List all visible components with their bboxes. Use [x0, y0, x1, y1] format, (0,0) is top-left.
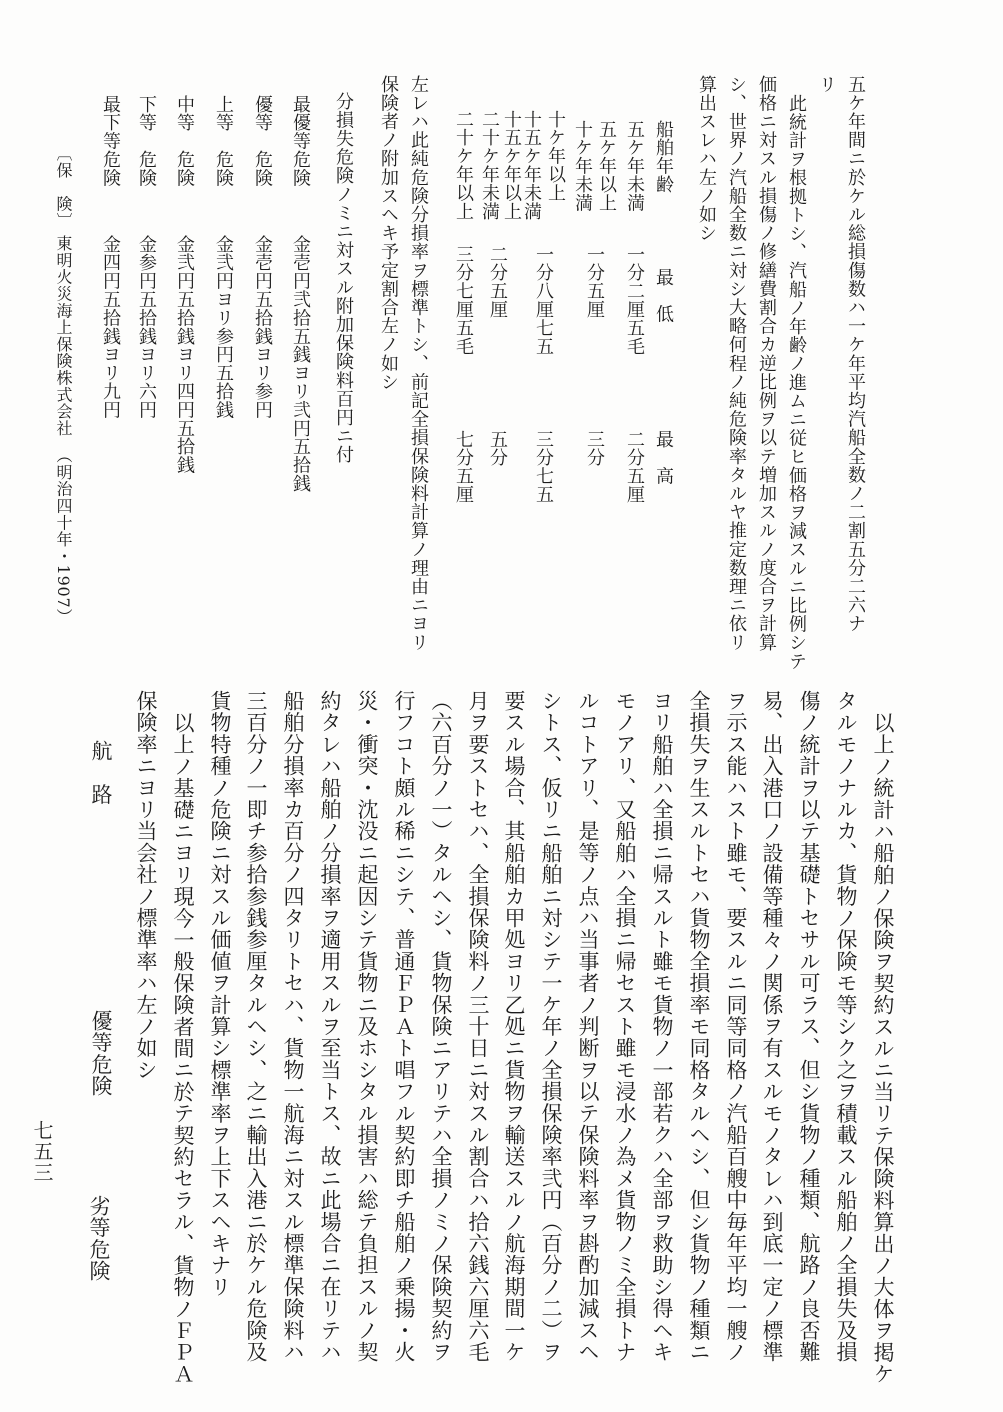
body-line: 行フコト頗ル稀ニシテ、普通ＦＰＡト唱フル契約即チ船舶ノ乗揚・火	[392, 690, 416, 1363]
minimum-rate-cell: 一分五厘	[584, 245, 605, 319]
source-company: 東明火災海上保険株式会社	[54, 235, 73, 437]
ship-age-cell: 二十ケ年未満	[479, 110, 500, 221]
body-line: 災・衝突・沈没ニ起因シテ貨物ニ及ホシタル損害ハ総テ負担スルノ契	[355, 690, 379, 1363]
body-line: タルモノナルカ、貨物ノ保険モ等シク之ヲ積載スル船舶ノ全損失及損	[834, 690, 858, 1363]
intro-line: 五ケ年間ニ於ケル総損傷数ハ一ケ年平均汽船全数ノ二割五分二六ナ	[845, 75, 866, 633]
body-line: 三百分ノ一即チ参拾参銭参厘タルヘシ、之ニ輸出入港ニ於ケル危険及	[244, 690, 268, 1363]
body-line: 保険率ニヨリ当会社ノ標準率ハ左ノ如シ	[134, 690, 158, 1081]
table-header-inferior-risk: 劣等危険	[87, 1195, 111, 1282]
intro-line: 価格ニ対スル損傷ノ修繕費割合カ逆比例ヲ以テ増加スルノ度合ヲ計算	[756, 75, 777, 652]
table-header-minimum: 最 低	[653, 268, 674, 324]
maximum-rate-cell: 二分五厘	[624, 430, 645, 504]
body-line: シトス、仮リニ船舶ニ対シテ一ケ年ノ全損保険率弐円（百分ノ二）ヲ	[539, 690, 563, 1363]
ship-age-cell: 十五ケ年以上	[501, 110, 522, 221]
intro-line: 算出スレハ左ノ如シ	[696, 75, 717, 243]
body-line: モノアリ、又船舶ハ全損ニ帰セスト雖モ浸水ノ為メ貨物ノミ全損トナ	[613, 690, 637, 1363]
intro-line: シ、世界ノ汽船全数ニ対シ大略何程ノ純危険率タルヤ推定数理ニ依リ	[726, 75, 747, 652]
table-header-maximum: 最 高	[653, 430, 674, 486]
body-line: ルコトアリ、是等ノ点ハ当事者ノ判断ヲ以テ保険料率ヲ斟酌加減スヘ	[576, 690, 600, 1363]
body-line: 全損失ヲ生スルトセハ貨物全損率モ同格タルヘシ、但シ貨物ノ種類ニ	[687, 690, 711, 1363]
maximum-rate-cell: 五分	[487, 430, 508, 467]
surcharge-intro-line: 保険者ノ附加スヘキ予定割合左ノ如シ	[378, 75, 399, 392]
body-line: 以上ノ統計ハ船舶ノ保険ヲ契約スルニ当リテ保険料算出ノ大体ヲ掲ケ	[871, 712, 895, 1385]
minimum-rate-cell: 一分八厘七五	[533, 245, 554, 356]
body-line: （六百分ノ一）タルヘシ、貨物保険ニアリテハ全損ノミノ保険契約ヲ	[429, 690, 453, 1363]
source-date: （明治四十年・1907）	[54, 447, 73, 626]
intro-line: 此統計ヲ根拠トシ、汽船ノ年齢ノ進ムニ従ヒ価格ヲ減スルニ比例シテ	[786, 94, 807, 671]
surcharge-heading: 分損失危険ノミニ対スル附加保険料百円ニ付	[333, 92, 354, 464]
body-line: 要スル場合、其船舶カ甲処ヨリ乙処ニ貨物ヲ輸送スルノ航海期間一ケ	[502, 690, 526, 1363]
minimum-rate-cell: 一分二厘五毛	[624, 245, 645, 356]
maximum-rate-cell: 三分七五	[533, 430, 554, 504]
table-header-superior-risk: 優等危険	[89, 1010, 113, 1097]
body-line: 易、出入港口ノ設備等種々ノ関係ヲ有スルモノタレハ到底一定ノ標準	[760, 690, 784, 1363]
surcharge-rate: 金壱円五拾銭ヨリ参円	[252, 235, 273, 419]
body-line: ヨリ船舶ハ全損ニ帰スルト雖モ貨物ノ一部若クハ全部ヲ救助シ得ヘキ	[650, 690, 674, 1363]
ship-age-cell: 十ケ年以上	[545, 110, 566, 202]
body-line: ヲ示ス能ハスト雖モ、要スルニ同等同格ノ汽船百艘中毎年平均一艘ノ	[724, 690, 748, 1363]
body-line: 以上ノ基礎ニヨリ現今一般保険者間ニ於テ契約セラル、貨物ノＦＰＡ	[171, 712, 195, 1385]
minimum-rate-cell: 二分五厘	[487, 245, 508, 319]
surcharge-rate: 金弐円ヨリ参円五拾銭	[213, 235, 234, 419]
ship-age-cell: 二十ケ年以上	[453, 110, 474, 221]
page-number: 七五三	[30, 1120, 54, 1183]
risk-grade: 下等 危険	[136, 95, 157, 187]
body-line: 傷ノ統計ヲ以テ基礎トセサル可ラス、但シ貨物ノ種類、航路ノ良否難	[797, 690, 821, 1363]
maximum-rate-cell: 七分五厘	[453, 430, 474, 504]
risk-grade: 最下等危険	[100, 95, 121, 187]
surcharge-rate: 金参円五拾銭ヨリ六円	[136, 235, 157, 419]
table-header-route: 航 路	[89, 740, 113, 806]
source-category: 〔保 険〕	[54, 145, 73, 229]
intro-line: リ	[816, 75, 837, 94]
body-line: 月ヲ要ストセハ、全損保険料ノ三十日ニ対スル割合ハ拾六銭六厘六毛	[466, 690, 490, 1363]
risk-grade: 上等 危険	[213, 95, 234, 187]
surcharge-rate: 金壱円弐拾五銭ヨリ弐円五拾銭	[290, 235, 311, 493]
ship-age-cell: 十ケ年未満	[572, 120, 593, 212]
ship-age-cell: 五ケ年未満	[624, 120, 645, 212]
risk-grade: 中等 危険	[174, 95, 195, 187]
surcharge-intro-line: 左レハ此純危険分損率ヲ標準トシ、前記全損保険料計算ノ理由ニヨリ	[408, 75, 429, 652]
surcharge-rate: 金四円五拾銭ヨリ九円	[100, 235, 121, 419]
ship-age-cell: 五ケ年以上	[596, 120, 617, 212]
body-line: 約タレハ船舶ノ分損率ヲ適用スルヲ至当トス、故ニ此場合ニ在リテハ	[318, 690, 342, 1363]
table-header-ship-age: 船舶年齢	[653, 120, 674, 194]
maximum-rate-cell: 三分	[584, 430, 605, 467]
body-line: 船舶分損率カ百分ノ四タリトセハ、貨物一航海ニ対スル標準保険料ハ	[281, 690, 305, 1363]
minimum-rate-cell: 三分七厘五毛	[453, 245, 474, 356]
body-line: 貨物特種ノ危険ニ対スル価値ヲ計算シ標準率ヲ上下スヘキナリ	[208, 690, 232, 1298]
risk-grade: 最優等危険	[290, 95, 311, 187]
ship-age-cell: 十五ケ年未満	[521, 110, 542, 221]
surcharge-rate: 金弐円五拾銭ヨリ四円五拾銭	[174, 235, 195, 475]
risk-grade: 優等 危険	[252, 95, 273, 187]
